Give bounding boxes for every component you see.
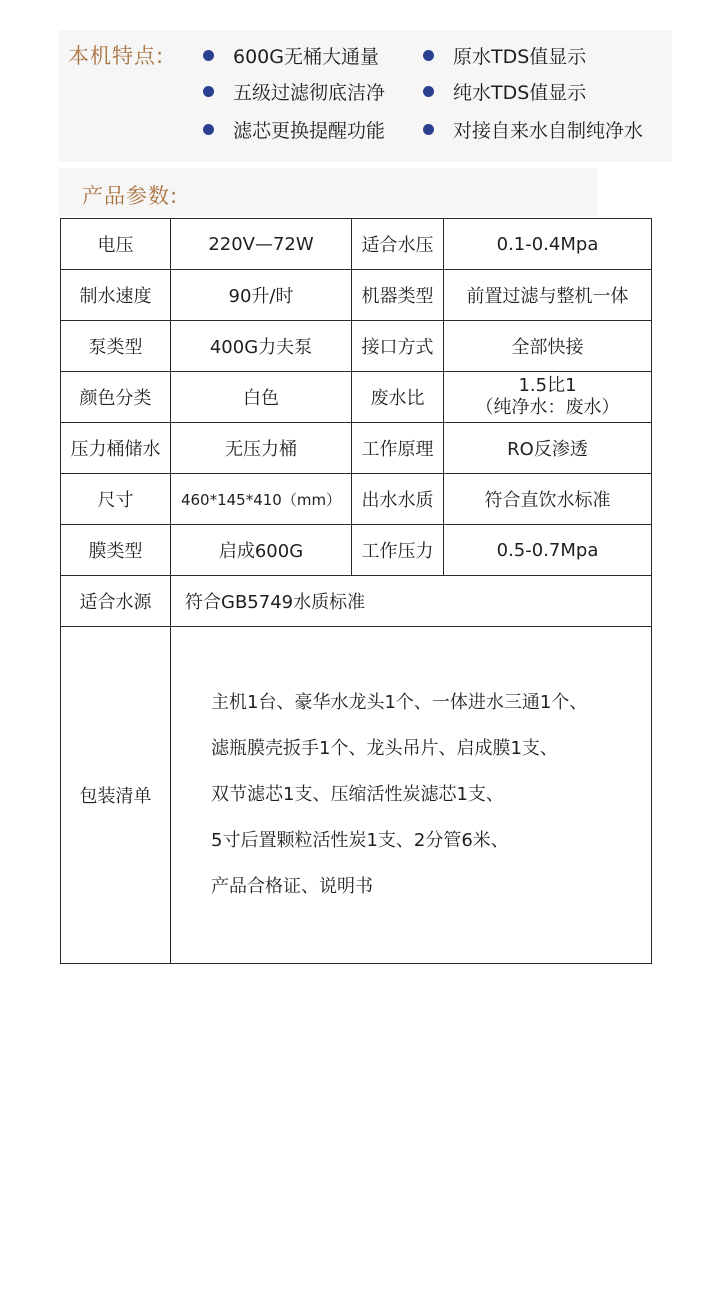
spec-value: 0.1-0.4Mpa	[444, 219, 652, 270]
spec-label: 压力桶储水	[61, 423, 171, 474]
spec-value: 启成600G	[171, 525, 352, 576]
ratio-value: 1.5比1	[518, 375, 577, 396]
spec-value: 白色	[171, 372, 352, 423]
table-row	[61, 321, 652, 372]
spec-label: 尺寸	[61, 474, 171, 525]
spec-label: 工作原理	[352, 423, 444, 474]
table-row	[61, 423, 652, 474]
spec-value: RO反渗透	[444, 423, 652, 474]
spec-value: 全部快接	[444, 321, 652, 372]
package-line: 5寸后置颗粒活性炭1支、2分管6米、	[211, 830, 509, 851]
bullet-dot-icon	[423, 50, 434, 61]
table-row	[61, 627, 652, 964]
spec-label: 电压	[61, 219, 171, 270]
feature-item: 五级过滤彻底洁净	[203, 78, 385, 105]
table-row	[61, 372, 652, 423]
feature-item: 原水TDS值显示	[423, 42, 586, 69]
spec-value: 220V—72W	[171, 219, 352, 270]
feature-item: 600G无桶大通量	[203, 42, 379, 69]
package-line: 产品合格证、说明书	[211, 876, 373, 897]
table-row	[61, 576, 652, 627]
bullet-dot-icon	[203, 124, 214, 135]
spec-value: 90升/时	[171, 270, 352, 321]
package-line: 主机1台、豪华水龙头1个、一体进水三通1个、	[211, 692, 588, 713]
bullet-dot-icon	[203, 50, 214, 61]
spec-value	[444, 372, 652, 423]
spec-label: 适合水源	[61, 576, 171, 627]
package-contents	[171, 627, 652, 964]
package-label: 包装清单	[61, 627, 171, 964]
feature-item: 纯水TDS值显示	[423, 78, 586, 105]
package-line: 滤瓶膜壳扳手1个、龙头吊片、启成膜1支、	[211, 738, 558, 759]
bullet-dot-icon	[423, 86, 434, 97]
spec-label: 泵类型	[61, 321, 171, 372]
spec-label: 适合水压	[352, 219, 444, 270]
spec-label: 膜类型	[61, 525, 171, 576]
spec-label: 制水速度	[61, 270, 171, 321]
spec-value: 460*145*410（mm）	[171, 474, 352, 525]
params-title: 产品参数:	[82, 184, 179, 208]
spec-value: 前置过滤与整机一体	[444, 270, 652, 321]
spec-value: 0.5-0.7Mpa	[444, 525, 652, 576]
feature-item: 对接自来水自制纯净水	[423, 116, 643, 143]
bullet-dot-icon	[203, 86, 214, 97]
table-row	[61, 270, 652, 321]
table-row	[61, 525, 652, 576]
specs-table	[60, 218, 652, 964]
ratio-note: （纯净水：废水）	[475, 397, 620, 418]
spec-value: 无压力桶	[171, 423, 352, 474]
table-row	[61, 219, 652, 270]
spec-value: 符合直饮水标准	[444, 474, 652, 525]
spec-label: 工作压力	[352, 525, 444, 576]
feature-item: 滤芯更换提醒功能	[203, 116, 385, 143]
table-row	[61, 474, 652, 525]
spec-label: 废水比	[352, 372, 444, 423]
spec-value: 400G力夫泵	[171, 321, 352, 372]
features-title: 本机特点:	[68, 44, 165, 68]
spec-label: 出水水质	[352, 474, 444, 525]
package-line: 双节滤芯1支、压缩活性炭滤芯1支、	[211, 784, 504, 805]
spec-label: 机器类型	[352, 270, 444, 321]
spec-label: 颜色分类	[61, 372, 171, 423]
spec-label: 接口方式	[352, 321, 444, 372]
bullet-dot-icon	[423, 124, 434, 135]
spec-value: 符合GB5749水质标准	[171, 576, 652, 627]
